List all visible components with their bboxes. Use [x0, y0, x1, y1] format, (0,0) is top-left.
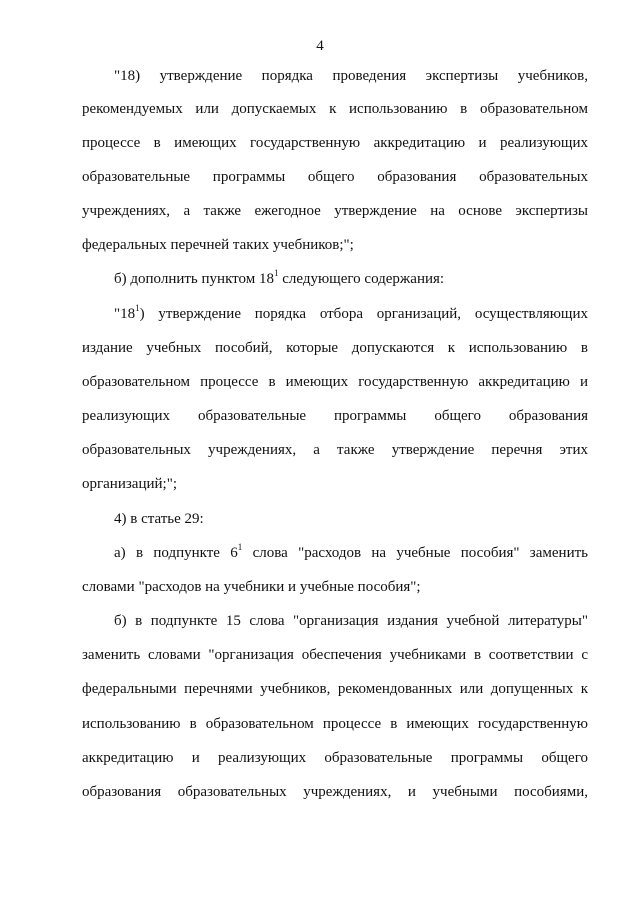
- paragraph-line: заменить словами "организация обеспечения учебниками в соответствии с: [82, 647, 588, 663]
- paragraph-line: "18) утверждение порядка проведения экспертизы учебников,: [114, 68, 588, 84]
- paragraph-line: образовательных учреждениях, а также утверждение перечня этих: [82, 442, 588, 458]
- paragraph-line: б) в подпункте 15 слова "организация издания учебной литературы": [114, 613, 588, 629]
- paragraph-line: б) дополнить пунктом $18^1$ следующего содержания:: [114, 268, 445, 287]
- superscript: 1: [135, 303, 140, 313]
- paragraph-line: учреждениях, а также ежегодное утверждение на основе экспертизы: [82, 203, 588, 219]
- paragraph-line: федеральными перечнями учебников, рекомендованных или допущенных к: [82, 681, 588, 697]
- paragraph-line: образовательные программы общего образования образовательных: [82, 169, 588, 185]
- paragraph-line: федеральных перечней таких учебников;";: [82, 237, 354, 253]
- paragraph-line: словами "расходов на учебники и учебные пособия";: [82, 579, 421, 595]
- paragraph-line: организаций;";: [82, 476, 177, 492]
- paragraph-line: образования образовательных учреждениях, и учебными пособиями,: [82, 784, 588, 800]
- superscript: 1: [273, 268, 279, 278]
- page-number: 4: [316, 38, 324, 54]
- paragraph-line: а) в подпункте $6^1$ слова "расходов на учебные пособия" заменить: [114, 542, 588, 561]
- superscript: 1: [237, 542, 243, 552]
- paragraph-line: образовательном процессе в имеющих государственную аккредитацию и: [82, 374, 588, 390]
- paragraph-line: издание учебных пособий, которые допускаются к использованию в: [82, 340, 588, 356]
- paragraph-line: аккредитацию и реализующих образовательные программы общего: [82, 750, 588, 766]
- paragraph-line: "$18^1$) утверждение порядка отбора организаций, осуществляющих: [114, 303, 588, 322]
- paragraph-line: использованию в образовательном процессе в имеющих государственную: [82, 716, 588, 732]
- paragraph-line: процессе в имеющих государственную аккредитацию и реализующих: [82, 135, 588, 151]
- paragraph-line: реализующих образовательные программы общего образования: [82, 408, 588, 424]
- paragraph-line: рекомендуемых или допускаемых к использованию в образовательном: [82, 101, 588, 117]
- paragraph-line: 4) в статье 29:: [114, 511, 204, 527]
